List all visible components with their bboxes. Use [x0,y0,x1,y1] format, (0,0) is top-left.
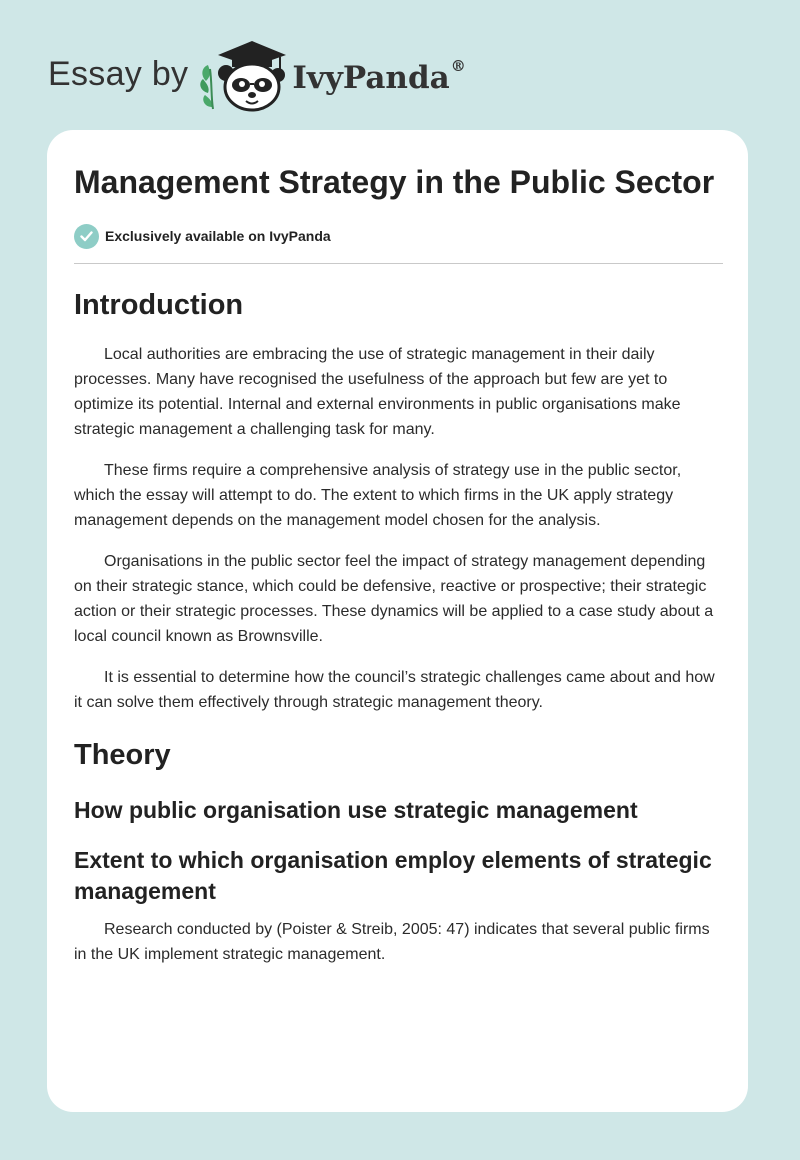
ivypanda-logo-link[interactable] [198,35,465,113]
theory-subheading-2: Extent to which organisation employ elements of strategic management [74,847,712,904]
check-icon [74,224,99,249]
intro-paragraph-2: These firms require a comprehensive analysis of strategy use in the public sector, which the essay will attempt to do. The extent to which firms in the UK apply strategy management depends on the management model chosen for the analysis. [74,462,682,529]
title-divider [74,263,723,264]
intro-paragraph-3: Organisations in the public sector feel the impact of strategy management depending on their strategic stance, which could be defensive, reactive or prospective; their strategic action or their strategic processes. These dynamics will be applied to a case study about a local council known as Brownsville. [74,553,714,645]
intro-paragraph-4: It is essential to determine how the council’s strategic challenges came about and how it can solve them effectively through strategic management theory. [74,669,715,711]
registered-mark: ® [450,56,466,75]
brand-text: IvyPanda [292,60,450,96]
intro-paragraph-1: Local authorities are embracing the use of strategic management in their daily processes. Many have recognised the usefulness of the approach but few are yet to optimize its potential. Internal and external environments in public organisations make strategic management a challenging task for many. [74,346,681,438]
essay-content [74,162,722,967]
essay-by-label: Essay by [48,55,189,93]
panda-graduate-logo-icon [198,35,290,113]
essay-title: Management Strategy in the Public Sector [74,164,715,200]
theory-subheading-1: How public organisation use strategic management [74,797,638,823]
brand-name [292,56,466,96]
theory-paragraph: Research conducted by (Poister & Streib, 2005: 47) indicates that several public firms in the UK implement strategic management. [74,921,710,963]
site-header [48,34,466,114]
introduction-heading: Introduction [74,289,244,321]
exclusive-badge-text: Exclusively available on IvyPanda [105,228,331,244]
exclusive-badge [74,223,722,249]
essay-card [47,130,748,1112]
theory-heading: Theory [74,739,171,771]
